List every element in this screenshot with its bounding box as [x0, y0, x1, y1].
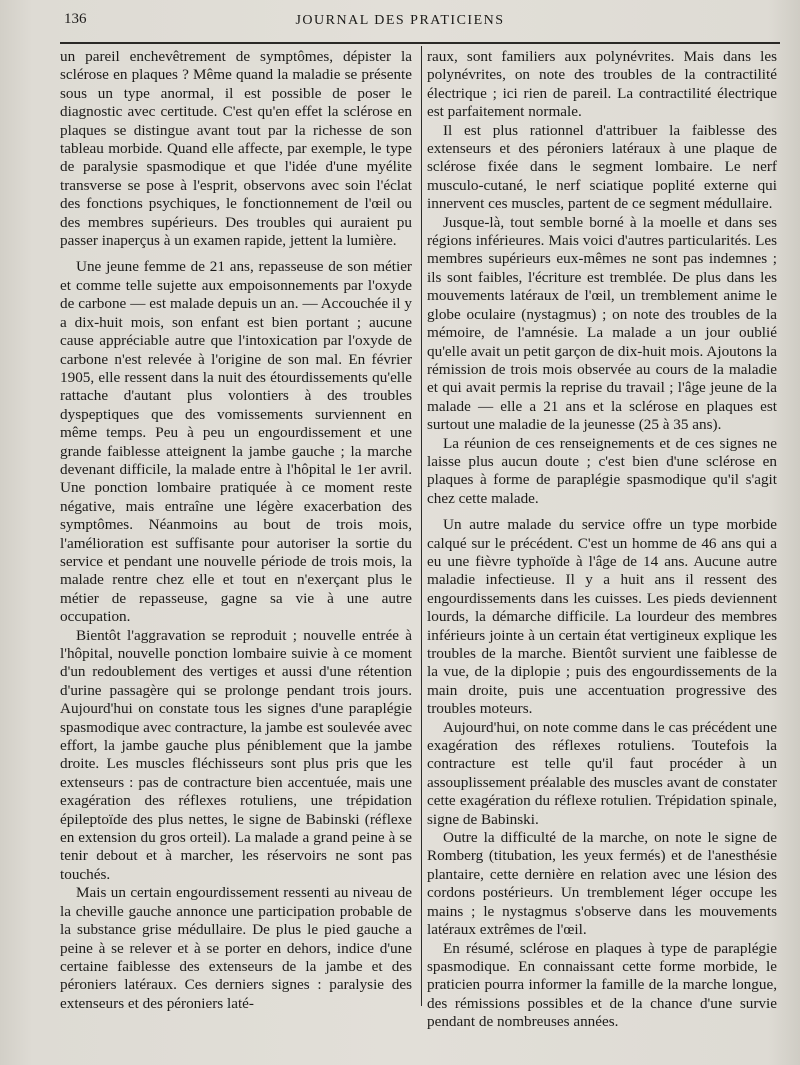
column-divider — [421, 46, 422, 1006]
paragraph: Une jeune femme de 21 ans, repasseuse de son métier et comme telle sujette aux empoisonnements par l'oxyde de carbone — est malade depuis un an. — Accouchée il y a dix-huit mois, son enfant est bien portant ; aucune cause appréciable autre que l'intoxication par l'oxyde de carbone n'est relevée à l'origine de son mal. En février 1905, elle ressent dans la nuit des étourdissements qu'elle rattache d'autant plus volontiers à des troubles dyspeptiques que des vomissements surviennent en même temps. Peu à peu un engourdissement et une grande faiblesse atteignent la jambe gauche ; la marche devenant difficile, la malade entre à l'hôpital le 1er avril. Une ponction lombaire pratiquée à ce moment reste négative, mais entraîne une légère exacerbation des symptômes. Néanmoins au bout de trois mois, l'amélioration est suffisante pour autoriser la sortie du service et pendant une nouvelle période de trois mois, la malade rentre chez elle et tout en n'exerçant plus le métier de repasseuse, gagne sa vie à une autre occupation. — [60, 258, 412, 626]
right-column — [427, 48, 777, 1032]
paragraph: Mais un certain engourdissement ressenti au niveau de la cheville gauche annonce une participation probable de la substance grise médullaire. De plus le pied gauche a peine à se relever et à se porter en dehors, indice d'une certaine faiblesse des extenseurs de la jambe et des péroniers latéraux. Ces derniers signes : paralysie des extenseurs et des péroniers laté- — [60, 884, 412, 1012]
paragraph: un pareil enchevêtrement de symptômes, dépister la sclérose en plaques ? Même quand la maladie se présente sous un type anormal, il est possible de poser le diagnostic avec certitude. C'est qu'en effet la sclérose en plaques se distingue avant tout par la richesse de son tableau morbide. Quand elle affecte, par exemple, le type de paralysie spasmodique et que l'idée d'une myélite transverse se pose à l'esprit, observons avec soin l'éclat des fonctions psychiques, le fonctionnement de l'œil ou des membres supérieurs. Des troubles qui auraient pu passer inaperçus à un examen rapide, jettent la lumière. — [60, 48, 412, 250]
paragraph: Il est plus rationnel d'attribuer la faiblesse des extenseurs et des péroniers latéraux à une plaque de sclérose fixée dans le segment lombaire. Le nerf musculo-cutané, le nerf sciatique poplité externe qui innervent ces muscles, partent de ce segment médullaire. — [427, 121, 777, 213]
paragraph: En résumé, sclérose en plaques à type de paraplégie spasmodique. En connaissant cette forme morbide, le praticien pourra informer la famille de la marche longue, des rémissions possibles et de la chance d'une survie pendant de nombreuses années. — [427, 939, 777, 1031]
paragraph: Jusque-là, tout semble borné à la moelle et dans ses régions inférieures. Mais voici d'autres particularités. Les membres supérieurs eux-mêmes ne sont pas indemnes ; ils sont faibles, l'écriture est tremblée. De plus dans les mouvements latéraux de l'œil, un tremblement anime le globe oculaire (nystagmus) ; on note des troubles de la mémoire, de l'amnésie. La malade a un jour oublié qu'elle avait un petit garçon de dix-huit mois. Ajoutons la rémission de trois mois observée au cours de la maladie et qui avait permis la reprise du travail ; l'âge jeune de la malade — elle a 21 ans et la sclérose en plaques est surtout une maladie de la jeunesse (25 à 35 ans). — [427, 213, 777, 434]
paragraph: Aujourd'hui, on note comme dans le cas précédent une exagération des réflexes rotuliens. Toutefois la contracture est telle qu'il faut procéder à un assouplissement préalable des muscles avant de constater cette exagération du réflexe rotulien. Trépidation spinale, signe de Babinski. — [427, 718, 777, 828]
page-number: 136 — [64, 11, 87, 27]
paragraph: Un autre malade du service offre un type morbide calqué sur le précédent. C'est un homme de 46 ans qui a eu une fièvre typhoïde à l'âge de 14 ans. Aucune autre maladie infectieuse. Il y a huit ans il ressent des engourdissements dans les cuisses. Les pieds deviennent lourds, la démarche difficile. La lourdeur des membres inférieurs jointe à un certain état vertigineux explique les troubles de la marche. Bientôt survient une faiblesse de la vue, de la diplopie ; puis des engourdissements de la main droite, puis une accentuation progressive des troubles moteurs. — [427, 516, 777, 718]
paragraph: La réunion de ces renseignements et de ces signes ne laisse plus aucun doute ; c'est bien d'une sclérose en plaques à forme de paraplégie spasmodique qu'il s'agit chez cette malade. — [427, 434, 777, 507]
paragraph: raux, sont familiers aux polynévrites. Mais dans les polynévrites, on note des troubles de la contractilité électrique ; ici rien de pareil. La contractilité électrique est parfaitement normale. — [427, 48, 777, 121]
left-column — [60, 48, 412, 1013]
paragraph: Bientôt l'aggravation se reproduit ; nouvelle entrée à l'hôpital, nouvelle ponction lombaire suivie à ce moment d'un redoublement des vertiges et aussi d'une rétention d'urine passagère qui se prolonge pendant trois jours. Aujourd'hui on constate tous les signes d'une paraplégie spasmodique avec contracture, la jambe est soulevée avec effort, la jambe gauche plus péniblement que la jambe droite. Les muscles fléchisseurs sont plus pris que les extenseurs : pas de contracture bien accentuée, mais une exagération des réflexes rotuliens, une trépidation épileptoïde des plus nettes, le signe de Babinski (réflexe en extension du gros orteil). La malade a grand peine à se tenir debout et à marcher, les réservoirs ne sont pas touchés. — [60, 626, 412, 883]
running-title: JOURNAL DES PRATICIENS — [295, 13, 505, 28]
header-rule — [60, 42, 780, 44]
paragraph: Outre la difficulté de la marche, on note le signe de Romberg (titubation, les yeux fermés) et de l'anesthésie plantaire, cette dernière en relation avec une lésion des cordons postérieurs. Un tremblement léger occupe les mains ; le nystagmus s'observe dans les mouvements latéraux extrêmes de l'œil. — [427, 829, 777, 939]
